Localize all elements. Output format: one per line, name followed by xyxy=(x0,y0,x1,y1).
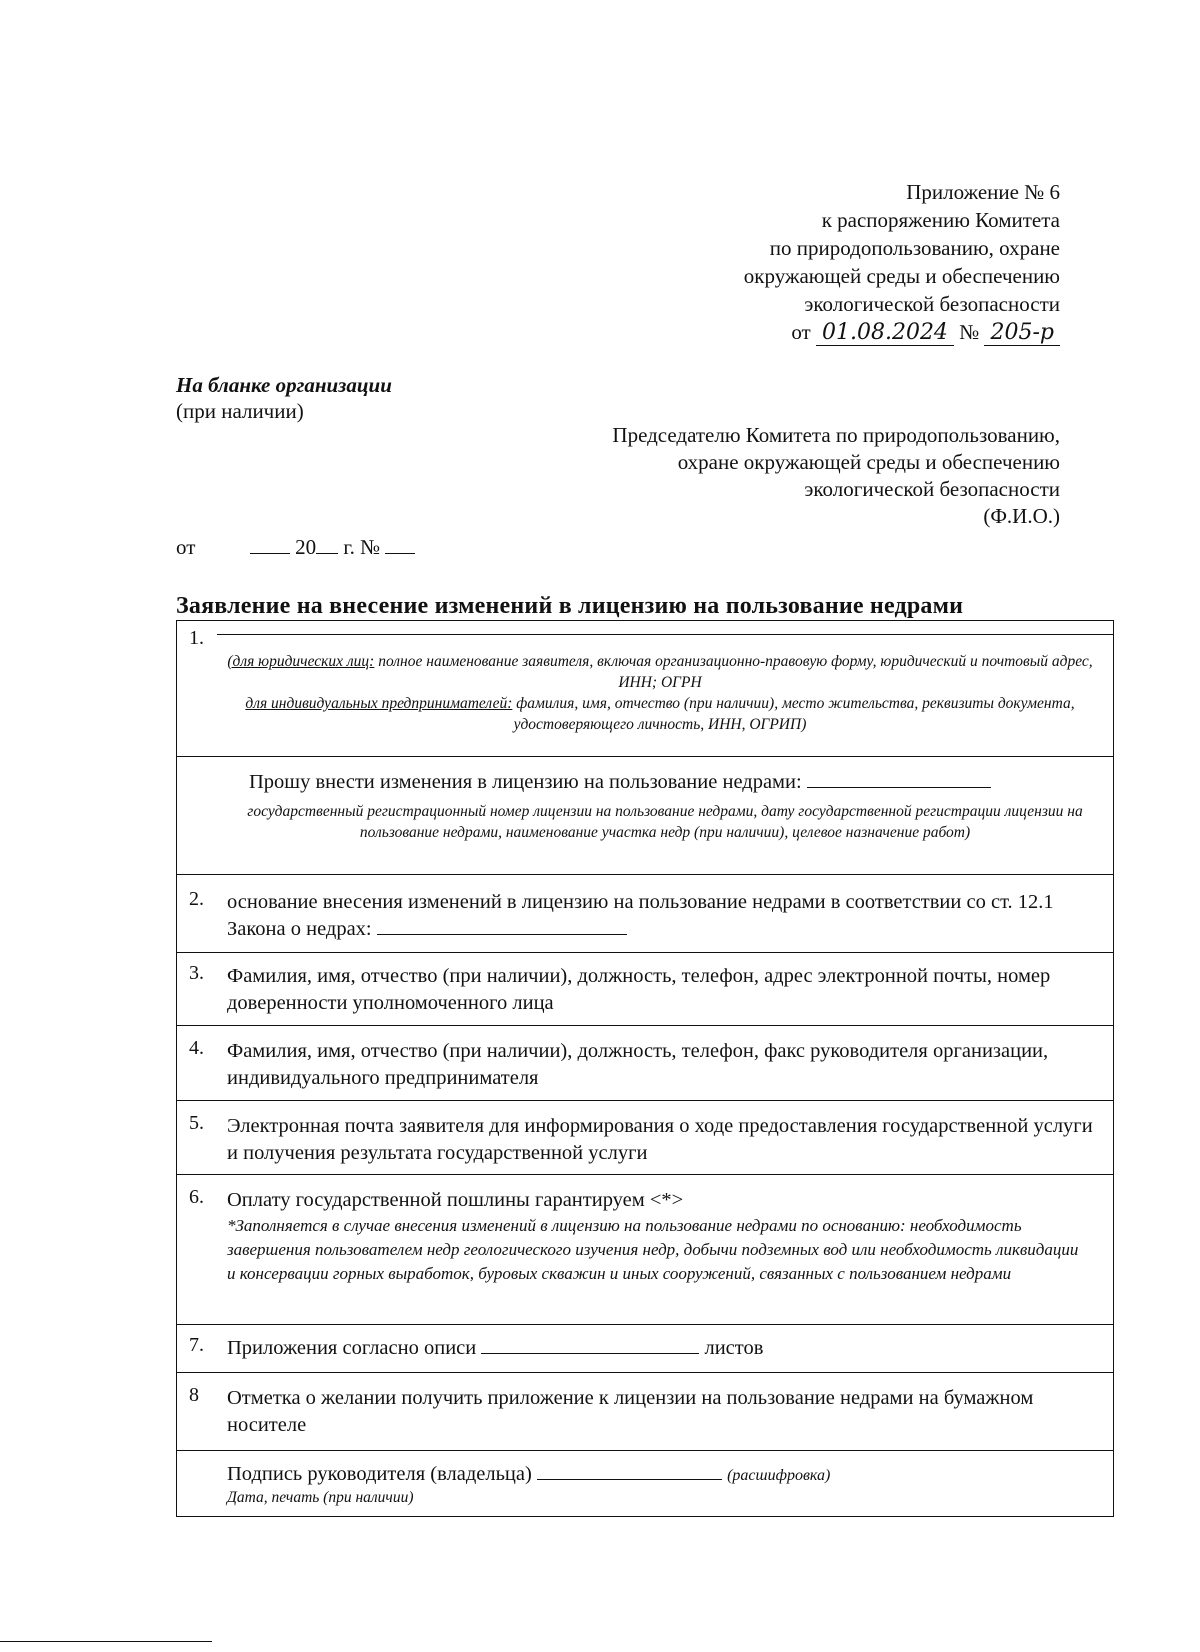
row-8-text: Отметка о желании получить приложение к лицензии на пользование недрами на бумажном носителе xyxy=(227,1387,1034,1436)
row-6-text: Оплату государственной пошлины гарантируем <*> xyxy=(227,1189,684,1211)
signature-decode: (расшифровка) xyxy=(727,1467,831,1484)
row-7-text xyxy=(227,1335,1093,1362)
row-number: 4. xyxy=(189,1037,204,1059)
license-change-hint: государственный регистрационный номер лицензии на пользование недрами, дату государственной регистрации лицензии на пользование недрами, наименование участка недр (при наличии), целевое назначение работ) xyxy=(247,803,1083,841)
footer-rule xyxy=(0,1641,212,1642)
addressee-line: охране окружающей среды и обеспечению xyxy=(677,450,1060,474)
day-month-blank[interactable] xyxy=(250,535,290,554)
row-4-text: Фамилия, имя, отчество (при наличии), должность, телефон, факс руководителя организации, индивидуального предпринимателя xyxy=(227,1040,1049,1089)
letterhead-subtitle: (при наличии) xyxy=(176,399,304,423)
addressee-block xyxy=(612,422,1060,530)
signature-note: Дата, печать (при наличии) xyxy=(227,1489,414,1506)
appendix-block xyxy=(744,178,1060,346)
outgoing-date-line xyxy=(176,535,415,560)
row-6-note: *Заполняется в случае внесения изменений в лицензию на пользование недрами по основанию: необходимость завершения пользователем недр геологического изучения недр, добычи подземных вод или необходимость ликвидации и консервации горных выработок, буровых скважин и иных сооружений, связанных с пользованием недрами xyxy=(227,1216,1079,1283)
row-2-blank[interactable] xyxy=(377,918,627,935)
applicant-hint xyxy=(217,651,1103,735)
row-number: 8 xyxy=(189,1384,199,1406)
date-from-label: от xyxy=(176,535,196,559)
addressee-line: экологической безопасности xyxy=(804,477,1060,501)
license-change-blank[interactable] xyxy=(807,771,991,788)
appendix-date-line xyxy=(744,318,1060,346)
row-7-label: Приложения согласно описи xyxy=(227,1337,477,1359)
license-change-text: Прошу внести изменения в лицензию на пользование недрами: xyxy=(249,771,802,793)
row-number: 6. xyxy=(189,1186,204,1208)
application-form-table xyxy=(176,620,1114,1517)
row-number: 5. xyxy=(189,1112,204,1134)
form-row-license-change xyxy=(177,757,1113,875)
signature-line xyxy=(227,1461,1093,1489)
number-blank[interactable] xyxy=(385,535,415,554)
applicant-input-line[interactable] xyxy=(217,634,1113,635)
row-7-suffix: листов xyxy=(704,1337,764,1359)
appendix-from-label: от xyxy=(791,320,811,344)
handwritten-number: 205-р xyxy=(984,321,1060,346)
document-title: Заявление на внесение изменений в лицензию на пользование недрами xyxy=(176,593,964,619)
hint-ip-label: для индивидуальных предпринимателей: xyxy=(245,695,513,712)
appendix-line: Приложение № 6 xyxy=(906,180,1060,204)
sheets-count-blank[interactable] xyxy=(481,1337,699,1354)
form-row-6 xyxy=(177,1175,1113,1325)
year-blank[interactable] xyxy=(316,535,338,554)
addressee-line: (Ф.И.О.) xyxy=(983,504,1060,528)
form-row-2 xyxy=(177,875,1113,953)
signature-blank[interactable] xyxy=(537,1463,722,1480)
appendix-line: экологической безопасности xyxy=(804,292,1060,316)
row-2-label: основание внесения изменений в лицензию на пользование недрами в соответствии со ст. 12.1 Закона о недрах: xyxy=(227,891,1054,940)
form-row-signature xyxy=(177,1451,1113,1516)
form-row-1 xyxy=(177,621,1113,757)
form-row-3 xyxy=(177,953,1113,1026)
row-number: 3. xyxy=(189,962,204,984)
row-number: 1. xyxy=(189,627,204,649)
appendix-line: по природопользованию, охране xyxy=(769,236,1060,260)
handwritten-date: 01.08.2024 xyxy=(816,321,954,346)
year-prefix: 20 xyxy=(295,535,317,559)
hint-legal-label: (для юридических лиц: xyxy=(227,653,375,670)
form-row-5 xyxy=(177,1101,1113,1175)
form-row-7 xyxy=(177,1325,1113,1373)
row-number: 2. xyxy=(189,888,204,910)
hint-ip-text: фамилия, имя, отчество (при наличии), место жительства, реквизиты документа, удостоверяющего личность, ИНН, ОГРИП) xyxy=(512,695,1075,733)
year-suffix: г. № xyxy=(343,535,381,559)
letterhead-note xyxy=(176,372,392,424)
form-row-8 xyxy=(177,1373,1113,1451)
form-row-4 xyxy=(177,1026,1113,1101)
letterhead-title: На бланке организации xyxy=(176,373,392,397)
appendix-number-label: № xyxy=(959,320,980,344)
license-change-line xyxy=(249,771,991,794)
appendix-line: к распоряжению Комитета xyxy=(821,208,1060,232)
appendix-line: окружающей среды и обеспечению xyxy=(743,264,1060,288)
row-5-text: Электронная почта заявителя для информирования о ходе предоставления государственной услуги и получения результата государственной услуги xyxy=(227,1115,1093,1164)
row-3-text: Фамилия, имя, отчество (при наличии), должность, телефон, адрес электронной почты, номер доверенности уполномоченного лица xyxy=(227,965,1051,1014)
row-2-text xyxy=(227,889,1093,943)
row-number: 7. xyxy=(189,1334,204,1356)
signature-label: Подпись руководителя (владельца) xyxy=(227,1463,532,1485)
hint-legal-text: полное наименование заявителя, включая организационно-правовую форму, юридический и почтовый адрес, ИНН; ОГРН xyxy=(374,653,1093,691)
addressee-line: Председателю Комитета по природопользованию, xyxy=(612,423,1060,447)
